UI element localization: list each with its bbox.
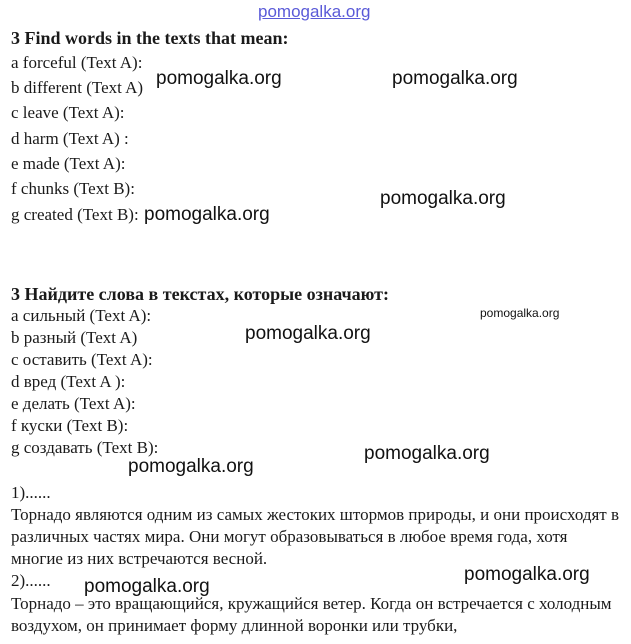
- watermark: pomogalka.org: [364, 443, 490, 464]
- answer-1-label: 1)......: [11, 483, 51, 502]
- english-item-e: e made (Text A):: [11, 154, 126, 173]
- watermark: pomogalka.org: [380, 188, 506, 209]
- watermark: pomogalka.org: [480, 306, 560, 320]
- english-item-b: b different (Text A): [11, 78, 144, 97]
- english-item-f: f chunks (Text B):: [11, 179, 135, 198]
- english-item-a: a forceful (Text A):: [11, 53, 143, 72]
- english-item-c: c leave (Text A):: [11, 103, 125, 122]
- russian-item-f: f куски (Text B):: [11, 416, 129, 435]
- watermark-top: pomogalka.org: [258, 2, 371, 21]
- russian-item-g: g создавать (Text B):: [11, 438, 159, 457]
- russian-item-d: d вред (Text A ):: [11, 372, 126, 391]
- russian-item-a: a сильный (Text A):: [11, 306, 152, 325]
- russian-item-c: c оставить (Text A):: [11, 350, 153, 369]
- english-heading: 3 Find words in the texts that mean:: [11, 28, 289, 48]
- answer-1-text: Торнадо являются одним из самых жестоких штормов природы, и они происходят в различных частях мира. Они могут образовываться в любое время года, хотя многие из них встречаются весной.: [11, 505, 619, 568]
- watermark: pomogalka.org: [464, 564, 590, 585]
- answer-2-label: 2)......: [11, 571, 51, 590]
- russian-item-b: b разный (Text A): [11, 328, 138, 347]
- watermark: pomogalka.org: [144, 204, 270, 225]
- watermark: pomogalka.org: [156, 68, 282, 89]
- watermark: pomogalka.org: [245, 323, 371, 344]
- russian-item-e: e делать (Text A):: [11, 394, 136, 413]
- watermark: pomogalka.org: [392, 68, 518, 89]
- watermark: pomogalka.org: [128, 456, 254, 477]
- english-item-g: g created (Text B):: [11, 205, 139, 224]
- answer-2-text: Торнадо – это вращающийся, кружащийся ветер. Когда он встречается с холодным воздухом, он принимает форму длинной воронки или трубки,: [11, 594, 612, 635]
- english-item-d: d harm (Text A) :: [11, 129, 129, 148]
- watermark: pomogalka.org: [84, 576, 210, 597]
- russian-heading: 3 Найдите слова в текстах, которые означают:: [11, 284, 390, 304]
